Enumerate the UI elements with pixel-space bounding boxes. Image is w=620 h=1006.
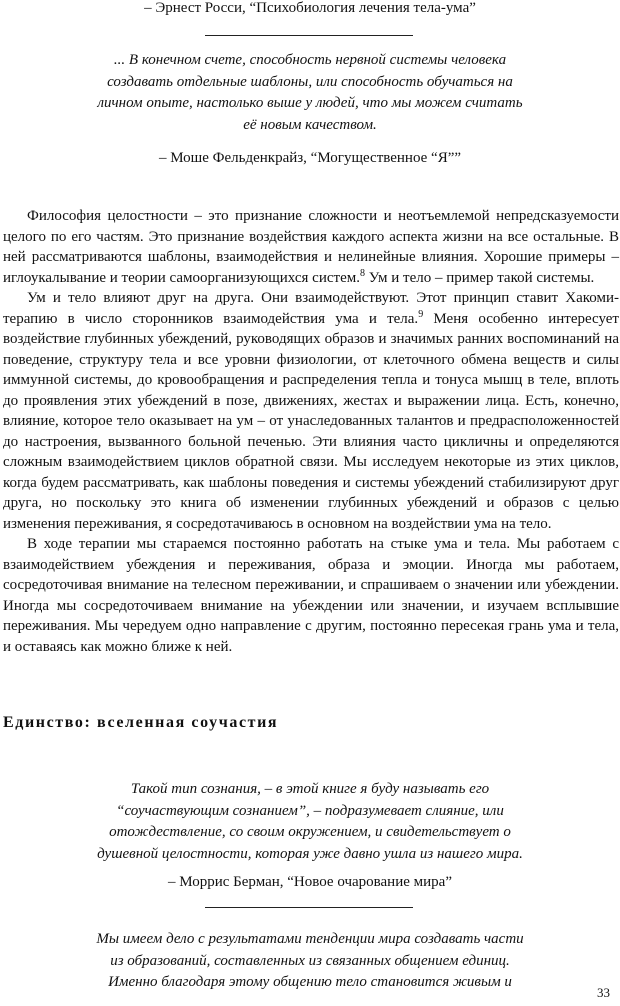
attribution-rossi: – Эрнест Росси, “Психобиология лечения тела-ума” xyxy=(144,0,476,16)
page-number: 33 xyxy=(597,985,610,1000)
quote-line: Именно благодаря этому общению тело становится живым и xyxy=(108,974,512,990)
paragraph: В ходе терапии мы стараемся постоянно работать на стыке ума и тела. Мы работаем с взаимодействием убеждения и переживания, образа и эмоции. Иногда мы работаем, сосредоточивая внимание на телесном переживании, и спрашиваем о значении или убеждении. Иногда мы сосредоточиваем внимание на убеждении или значении, и изучаем всплывшие переживания. Мы чередуем одно направление с другим, постоянно пересекая грань ума и тела, и оставаясь как можно ближе к ней. xyxy=(3,536,619,655)
quote-line: душевной целостности, которая уже давно ушла из нашего мира. xyxy=(97,845,523,862)
quote-line: из образований, составленных из связанных общением единиц. xyxy=(110,952,510,969)
section-heading: Единство: вселенная соучастия xyxy=(3,714,279,731)
body-text xyxy=(3,206,619,657)
footnote-ref[interactable]: 8 xyxy=(359,267,365,279)
quote-line: личном опыте, настолько выше у людей, что мы можем считать xyxy=(97,95,523,111)
paragraph: Философия целостности – это признание сложности и неотъемлемой непредсказуемости целого по его частям. Это признание воздействия каждого аспекта жизни на все остальные. В ней рассматриваются шаблоны, взаимодействия и нелинейные влияния. Хорошие примеры – иглоукалывание и теории самоорганизующихся систем.$^8$ Ум и тело – пример такой системы. xyxy=(3,208,619,286)
quote-line: Такой тип сознания, – в этой книге я буду называть его xyxy=(130,781,490,797)
quote-line: создавать отдельные шаблоны, или способность обучаться на xyxy=(107,73,513,90)
quote-line: отождествление, со своим окружением, и свидетельствует о xyxy=(109,824,511,840)
epigraph-continued xyxy=(70,929,550,994)
attribution-feldenkrais: – Моше Фельденкрайз, “Могущественное “Я”” xyxy=(158,150,462,166)
quote-line: Мы имеем дело с результатами тенденции мира создавать части xyxy=(96,931,524,947)
footnote-ref[interactable]: 9 xyxy=(418,308,424,320)
divider-rule xyxy=(205,35,413,36)
divider-rule xyxy=(205,907,413,908)
paragraph: Ум и тело влияют друг на друга. Они взаимодействуют. Этот принцип ставит Хакоми-терапию в число сторонников взаимодействия ума и тела.$^9$ Меня особенно интересует воздействие глубинных убеждений, руководящих образов и значимых ранних воспоминаний на поведение, структуру тела и все уровни физиологии, от клеточного обмена веществ и силы иммунной системы, до кровообращения и распределения тепла и тонуса мышц в теле, вплоть до проявления этих убеждений в позе, движениях, жестах и выражении лица. Есть, конечно, влияние, которое тело оказывает на ум – от унаследованных талантов и предрасположенностей до настроения, вызванного больной печенью. Эти влияния часто цикличны и определяются сложным взаимодействием циклов обратной связи. Мы исследуем некоторые из этих циклов, когда будем рассматривать, как шаблоны поведения и системы убеждений стабилизируют друг друга, но поскольку это книга об изменении глубинных убеждений и образов с целью изменения переживания, я сосредотачиваюсь в основном на воздействии ума на тело. xyxy=(3,290,619,532)
quote-line: ... В конечном счете, способность нервной системы человека xyxy=(113,52,507,68)
epigraph-feldenkrais xyxy=(70,50,550,136)
quote-line: её новым качеством. xyxy=(243,116,377,133)
attribution-berman: – Моррис Берман, “Новое очарование мира” xyxy=(168,874,452,890)
quote-line: “соучаствующим сознанием”, – подразумевает слияние, или xyxy=(116,802,504,819)
epigraph-berman xyxy=(70,779,550,865)
